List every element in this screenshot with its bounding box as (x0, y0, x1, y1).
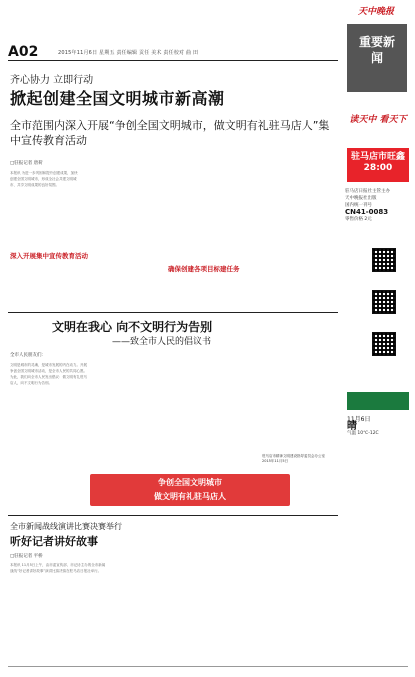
feature-signoff: 驻马店市精神文明建设指导委员会办公室 2015年11月5日 (262, 454, 325, 463)
lead-body-col2 (84, 160, 162, 305)
lead-body-col4 (252, 160, 338, 308)
dateline: 2015年11月6日 星期五 责任编辑 贡任 美术 责任校对 曲 田 (58, 50, 199, 56)
section-label: 重要新闻 (347, 24, 407, 92)
feature-body-col3 (178, 352, 256, 470)
section3-byline: □驻报记者 平桥 (10, 554, 43, 559)
section3-kicker: 全市新闻战线演讲比赛决赛举行 (10, 522, 122, 531)
feature-rule (8, 312, 338, 313)
lead-body-col1: 本报讯 为进一步巩固和提升创建成果，加快创建全国文明城市，形成全社会共建文明城市、共享文明成果的良好氛围。 (10, 171, 78, 187)
qr-code-icon[interactable] (372, 248, 396, 272)
lead-headline: 掀起创建全国文明城市新高潮 (10, 89, 225, 108)
qr-code-icon-2[interactable] (372, 290, 396, 314)
lead-kicker: 齐心协力 立即行动 (10, 75, 94, 86)
section3-body-col2 (114, 553, 222, 663)
weather-banner (347, 392, 409, 410)
lead-body-col3 (168, 160, 246, 260)
calligraphy-slogan: 读天中 看天下 (349, 115, 407, 125)
right-col-listings (347, 446, 409, 664)
footer-rule (8, 666, 408, 667)
feature-body-col2 (94, 352, 172, 470)
lead-subhead-1: 深入开展集中宣传教育活动 (10, 252, 88, 260)
header-rule (8, 60, 338, 61)
slogan-banner: 争创全国文明城市 做文明有礼驻马店人 (90, 474, 290, 506)
section3-rule (8, 515, 338, 516)
lead-body-col3b (168, 275, 246, 308)
lead-byline: □驻报记者 唐荷 (10, 161, 43, 166)
newspaper-logo: 天中晚报 (357, 7, 394, 17)
feature-subhead: ——致全市人民的倡议书 (112, 337, 212, 347)
publication-info: 驻马店日报社主管主办 天中晚报社出版 国内统一刊号 CN41-0083 零售价格 2元 (345, 189, 390, 222)
lead-deck: 全市范围内深入开展“争创全国文明城市，做文明有礼驻马店人”集中宣传教育活动 (10, 119, 330, 147)
feature-headline: 文明在我心 向不文明行为告别 (52, 320, 213, 334)
lead-subhead-2: 确保创建各项目标建任务 (168, 265, 240, 273)
section3-body-col1: 本报讯 11月5日上午，由市委宣传部、市记协主办的全市新闻战线“好记者讲好故事”演讲比赛决赛在驻马店日报社举行。 (10, 563, 106, 573)
qr-code-icon-3[interactable] (372, 332, 396, 356)
feature-body-col1: 文明是城市的灵魂，是城市发展的内在动力。开展争创全国文明城市活动，是全市人民的共同心愿。为此，我们向全市人民发出倡议：做文明有礼驻马店人，向不文明行为告别。 (10, 363, 87, 385)
feature-greeting: 全市人民朋友们： (10, 353, 46, 358)
feature-body-col4 (262, 352, 338, 452)
lead-body-col1b (10, 262, 78, 308)
section3-headline: 听好记者讲好故事 (10, 535, 98, 548)
weather-info: 11月6日 晴 气温 10℃-12C (347, 416, 379, 436)
page-code: A02 (8, 44, 39, 60)
section3-body-col3 (228, 553, 338, 663)
ad-banner[interactable]: 驻马店市旺鑫28:00 (347, 148, 409, 182)
